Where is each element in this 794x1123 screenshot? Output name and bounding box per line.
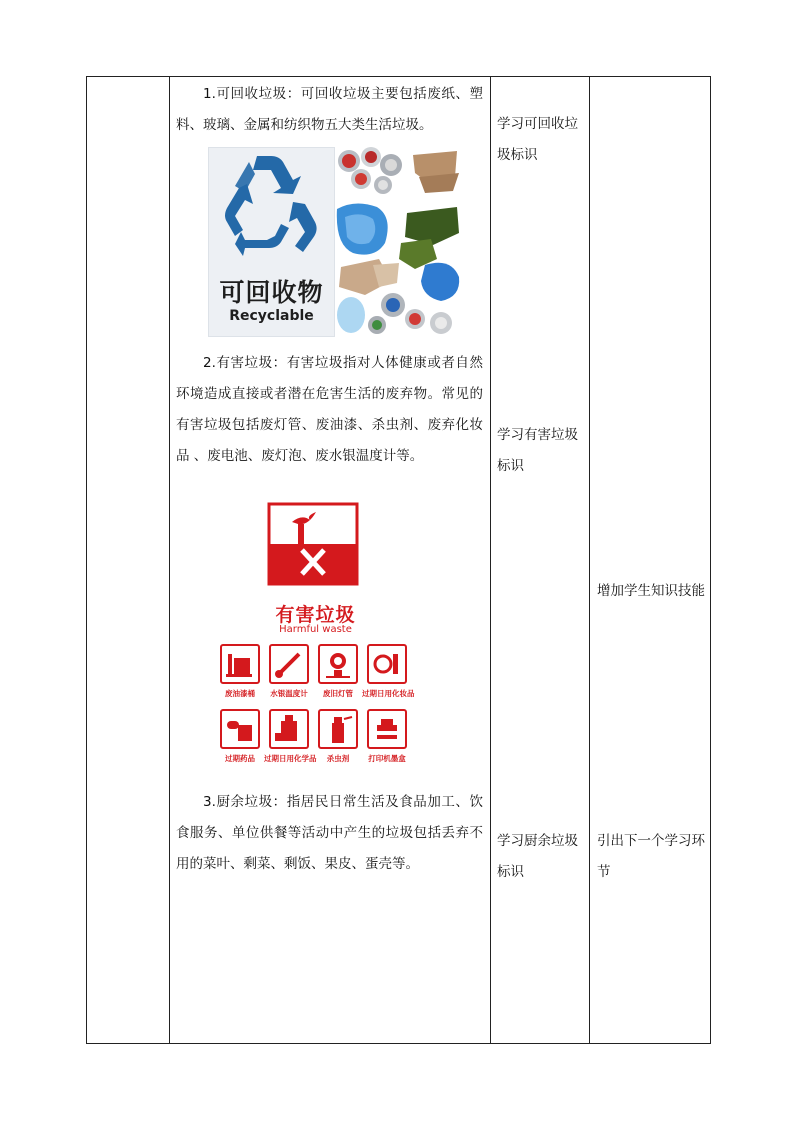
chemical-bottle-icon bbox=[269, 709, 309, 749]
icon-label-6: 过期日用化学品 bbox=[264, 754, 317, 763]
harmful-waste-logo-icon bbox=[218, 502, 413, 602]
icon-label-7: 杀虫剂 bbox=[326, 754, 350, 763]
recyclable-logo bbox=[208, 147, 335, 337]
insecticide-icon bbox=[318, 709, 358, 749]
recyclable-cn-label: 可回收物 bbox=[219, 278, 324, 307]
content-column-cell bbox=[170, 77, 491, 1044]
icon-label-1: 废油漆桶 bbox=[225, 689, 255, 698]
intent-next-step: 引出下一个学习环节 bbox=[597, 833, 705, 880]
recycle-arrows-icon bbox=[209, 148, 334, 268]
icon-label-8: 打印机墨盒 bbox=[368, 754, 406, 763]
student-activity-cell bbox=[491, 77, 590, 1044]
cosmetics-icon bbox=[367, 644, 407, 684]
recyclable-image bbox=[208, 147, 461, 337]
icon-label-4: 过期日用化妆品 bbox=[362, 689, 415, 698]
icon-label-2: 水银温度计 bbox=[270, 689, 308, 698]
harmful-cn-label: 有害垃圾 bbox=[275, 604, 356, 626]
paint-bucket-icon bbox=[220, 644, 260, 684]
activity-kitchen: 学习厨余垃圾标识 bbox=[497, 833, 578, 880]
lesson-plan-table bbox=[86, 76, 711, 1044]
thermometer-icon bbox=[269, 644, 309, 684]
activity-harmful: 学习有害垃圾标识 bbox=[497, 427, 578, 474]
medicine-icon bbox=[220, 709, 260, 749]
section2-text: 2.有害垃圾：有害垃圾指对人体健康或者自然环境造成直接或者潜在危害生活的废弃物。常见的有害垃圾包括废灯管、废油漆、杀虫剂、废弃化妆品 、废电池、废灯泡、废水银温度计等。 bbox=[176, 355, 483, 464]
recyclable-materials-photo bbox=[335, 147, 461, 337]
blank-column-cell bbox=[87, 77, 170, 1044]
intent-knowledge: 增加学生知识技能 bbox=[597, 583, 705, 599]
section3-text: 3.厨余垃圾：指居民日常生活及食品加工、饮食服务、单位供餐等活动中产生的垃圾包括丢弃不用的菜叶、剩菜、剩饭、果皮、蛋壳等。 bbox=[176, 794, 483, 872]
design-intent-cell bbox=[590, 77, 711, 1044]
icon-label-3: 废旧灯管 bbox=[323, 689, 353, 698]
ink-cartridge-icon bbox=[367, 709, 407, 749]
section1-text: 1.可回收垃圾：可回收垃圾主要包括废纸、塑料、玻璃、金属和纺织物五大类生活垃圾。 bbox=[176, 86, 483, 133]
harmful-en-label: Harmful waste bbox=[279, 624, 352, 635]
activity-recyclable: 学习可回收垃圾标识 bbox=[497, 116, 578, 163]
lamp-tube-icon bbox=[318, 644, 358, 684]
icon-label-5: 过期药品 bbox=[225, 754, 255, 763]
harmful-waste-image bbox=[218, 502, 413, 772]
recyclable-en-label: Recyclable bbox=[229, 308, 314, 324]
